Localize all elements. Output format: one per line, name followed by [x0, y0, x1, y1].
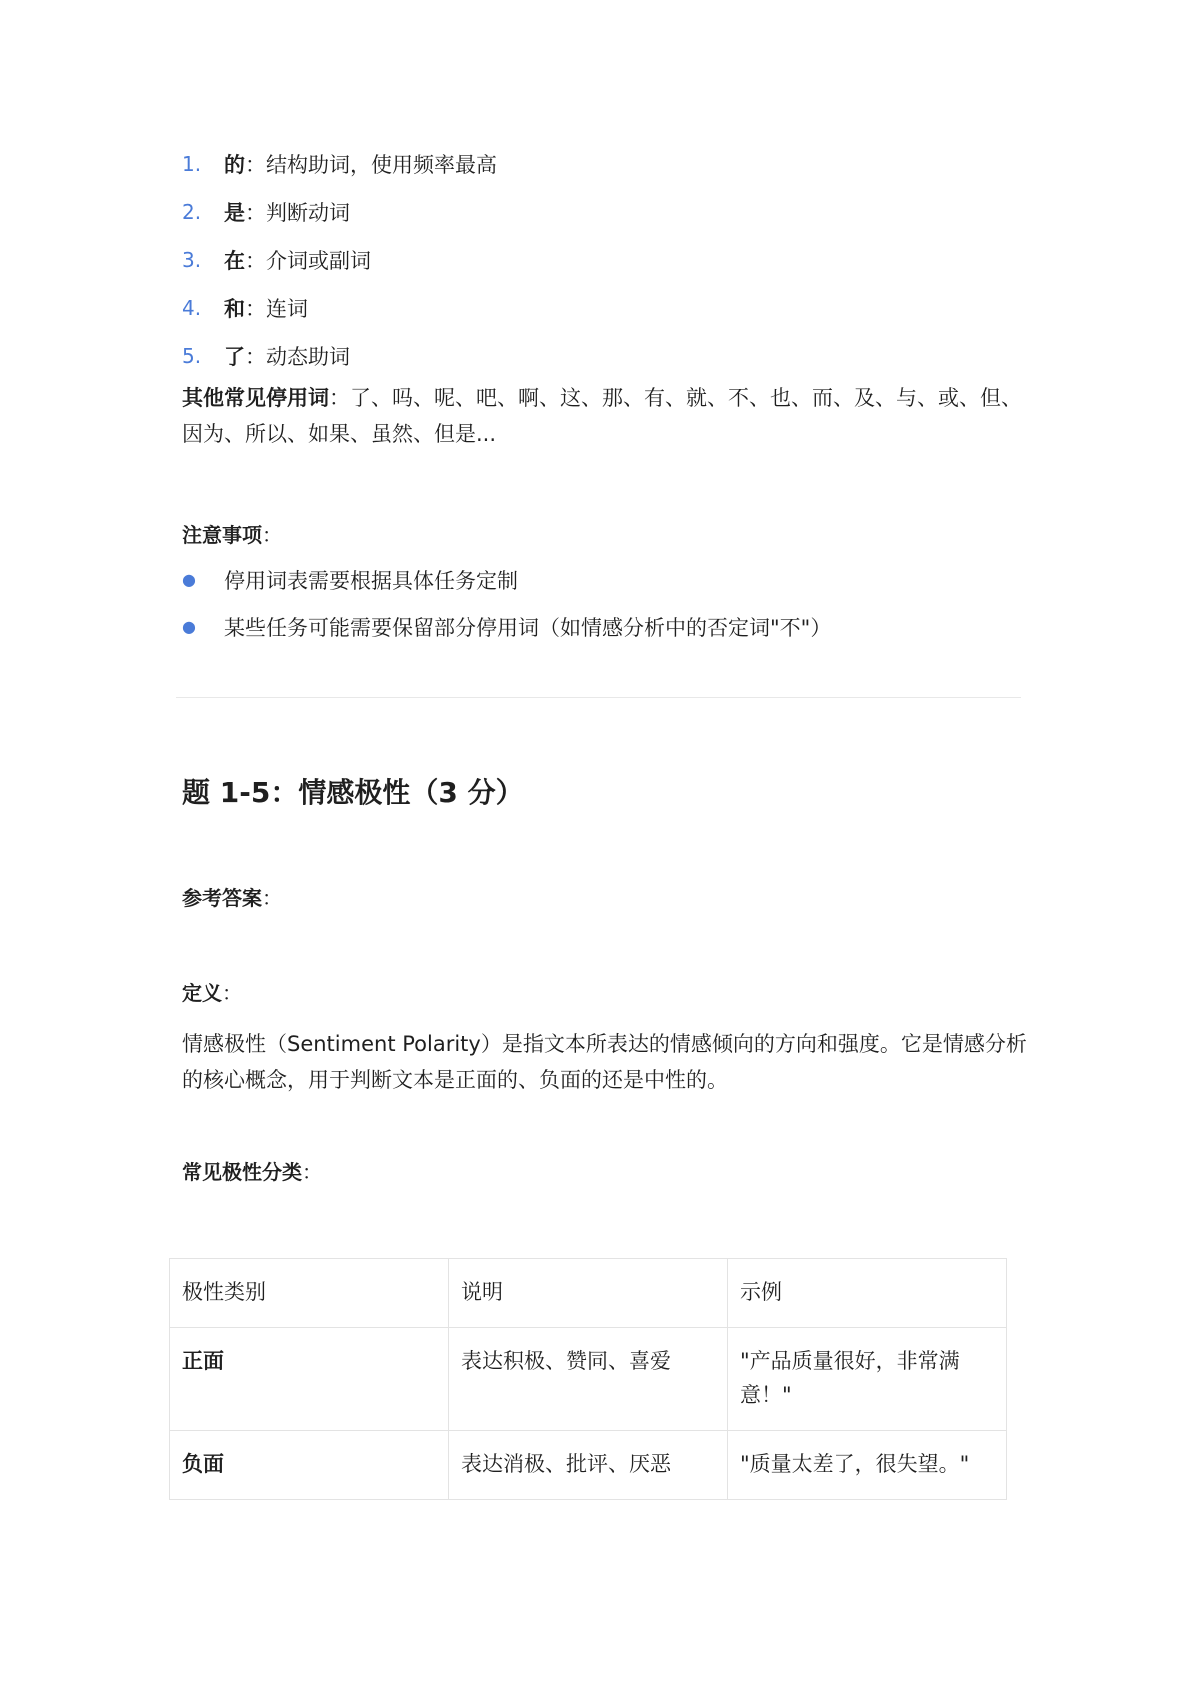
stopword-description: ：结构助词，使用频率最高: [245, 153, 497, 177]
answer-label-colon: ：: [262, 886, 282, 910]
notes-title-label: 注意事项: [182, 523, 262, 547]
table-row: [170, 1328, 1007, 1431]
list-number: 1.: [182, 152, 202, 176]
categories-label-colon: ：: [302, 1160, 322, 1184]
answer-label: [182, 883, 282, 913]
stopword-term: 在: [224, 249, 245, 273]
stopword-description: ：动态助词: [245, 345, 350, 369]
list-item: [182, 236, 1032, 284]
table-cell: "产品质量很好，非常满意！": [728, 1328, 1007, 1431]
table-header-cell: 示例: [728, 1259, 1007, 1328]
definition-label-colon: ：: [222, 981, 242, 1005]
bullet-icon: ●: [182, 617, 196, 636]
notes-title-colon: ：: [262, 523, 282, 547]
table-cell: 负面: [170, 1431, 449, 1500]
list-number: 2.: [182, 200, 202, 224]
table-cell: 表达消极、批评、厌恶: [449, 1431, 728, 1500]
list-item: [182, 284, 1032, 332]
other-stopwords-text: ：了、吗、呢、吧、啊、这、那、有、就、不、也、而、及、与、或、但、因为、所以、如果、虽然、但是...: [182, 386, 1022, 446]
section-heading: 题 1-5：情感极性（3 分）: [182, 776, 524, 809]
table-header-cell: 说明: [449, 1259, 728, 1328]
section-divider: [176, 697, 1021, 698]
other-stopwords-label: 其他常见停用词: [182, 386, 329, 410]
table-cell: 正面: [170, 1328, 449, 1431]
notes-title: [182, 520, 1032, 550]
stopwords-ordered-list: [182, 140, 1032, 380]
stopwords-section: [182, 140, 1032, 650]
note-text: 某些任务可能需要保留部分停用词（如情感分析中的否定词"不"）: [224, 615, 832, 640]
table-cell: 表达积极、赞同、喜爱: [449, 1328, 728, 1431]
other-stopwords-paragraph: [182, 380, 1032, 452]
definition-label-text: 定义: [182, 981, 222, 1005]
stopword-term: 和: [224, 297, 245, 321]
stopword-term: 了: [224, 345, 245, 369]
list-item: [182, 556, 1032, 603]
definition-text: 情感极性（Sentiment Polarity）是指文本所表达的情感倾向的方向和强度。它是情感分析的核心概念，用于判断文本是正面的、负面的还是中性的。: [182, 1032, 1027, 1092]
stopword-term: 的: [224, 153, 245, 177]
note-text: 停用词表需要根据具体任务定制: [224, 568, 518, 593]
table-cell: "质量太差了，很失望。": [728, 1431, 1007, 1500]
notes-bullet-list: [182, 556, 1032, 650]
answer-label-text: 参考答案: [182, 886, 262, 910]
list-number: 4.: [182, 296, 202, 320]
table-row: [170, 1431, 1007, 1500]
categories-label-text: 常见极性分类: [182, 1160, 302, 1184]
stopword-description: ：判断动词: [245, 201, 350, 225]
list-item: [182, 188, 1032, 236]
list-item: [182, 332, 1032, 380]
polarity-table: [169, 1258, 1007, 1500]
definition-label: [182, 978, 242, 1008]
stopword-term: 是: [224, 201, 245, 225]
list-number: 5.: [182, 344, 202, 368]
stopword-description: ：连词: [245, 297, 308, 321]
categories-label: [182, 1157, 322, 1187]
list-number: 3.: [182, 248, 202, 272]
table-header-row: [170, 1259, 1007, 1328]
table-header-cell: 极性类别: [170, 1259, 449, 1328]
list-item: [182, 140, 1032, 188]
list-item: [182, 603, 1032, 650]
bullet-icon: ●: [182, 570, 196, 589]
stopword-description: ：介词或副词: [245, 249, 371, 273]
